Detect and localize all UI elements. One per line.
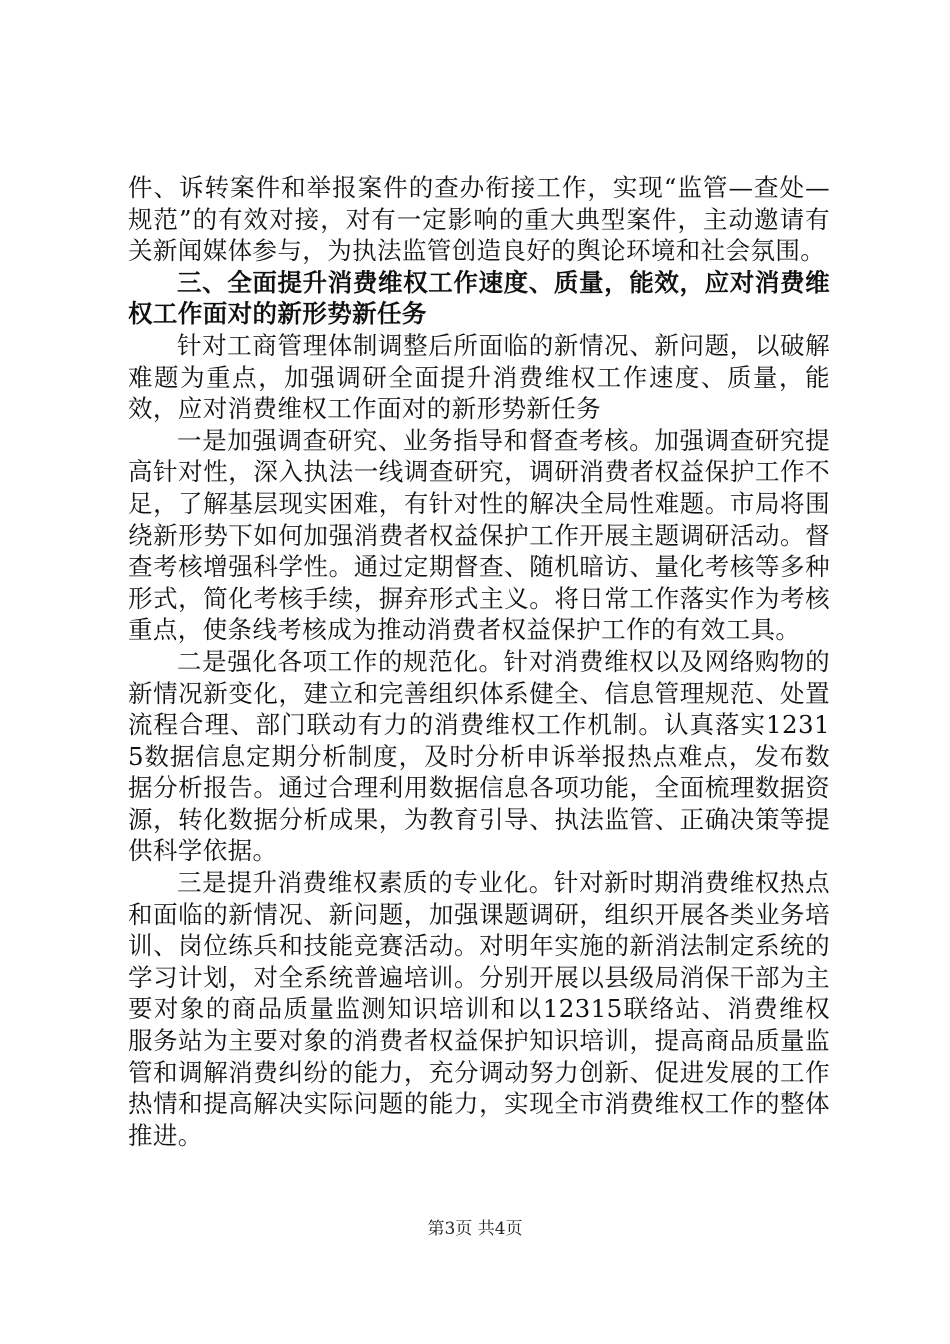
paragraph-point-two: 二是强化各项工作的规范化。针对消费维权以及网络购物的新情况新变化，建立和完善组织体系健全、信息管理规范、处置流程合理、部门联动有力的消费维权工作机制。认真落实12315数据信息定期分析制度，及时分析申诉举报热点难点，发布数据分析报告。通过合理利用数据信息各项功能，全面梳理数据资源，转化数据分析成果，为教育引导、执法监管、正确决策等提供科学依据。	[128, 646, 830, 866]
document-body	[128, 172, 830, 1151]
paragraph-point-one: 一是加强调查研究、业务指导和督查考核。加强调查研究提高针对性，深入执法一线调查研究，调研消费者权益保护工作不足，了解基层现实困难，有针对性的解决全局性难题。市局将围绕新形势下如何加强消费者权益保护工作开展主题调研活动。督查考核增强科学性。通过定期督查、随机暗访、量化考核等多种形式，简化考核手续，摒弃形式主义。将日常工作落实作为考核重点，使条线考核成为推动消费者权益保护工作的有效工具。	[128, 425, 830, 645]
section-heading: 三、全面提升消费维权工作速度、质量，能效，应对消费维权工作面对的新形势新任务	[128, 267, 830, 329]
page-number-footer: 第3页 共4页	[427, 1219, 523, 1239]
paragraph-point-three: 三是提升消费维权素质的专业化。针对新时期消费维权热点和面临的新情况、新问题，加强课题调研，组织开展各类业务培训、岗位练兵和技能竞赛活动。对明年实施的新消法制定系统的学习计划，对全系统普遍培训。分别开展以县级局消保干部为主要对象的商品质量监测知识培训和以12315联络站、消费维权服务站为主要对象的消费者权益保护知识培训，提高商品质量监管和调解消费纠纷的能力，充分调动努力创新、促进发展的工作热情和提高解决实际问题的能力，实现全市消费维权工作的整体推进。	[128, 868, 830, 1150]
paragraph-intro: 针对工商管理体制调整后所面临的新情况、新问题，以破解难题为重点，加强调研全面提升消费维权工作速度、质量，能效，应对消费维权工作面对的新形势新任务	[128, 330, 830, 424]
paragraph-continuation: 件、诉转案件和举报案件的查办衔接工作，实现“监管—查处—规范”的有效对接，对有一定影响的重大典型案件，主动邀请有关新闻媒体参与，为执法监管创造良好的舆论环境和社会氛围。	[128, 173, 830, 266]
